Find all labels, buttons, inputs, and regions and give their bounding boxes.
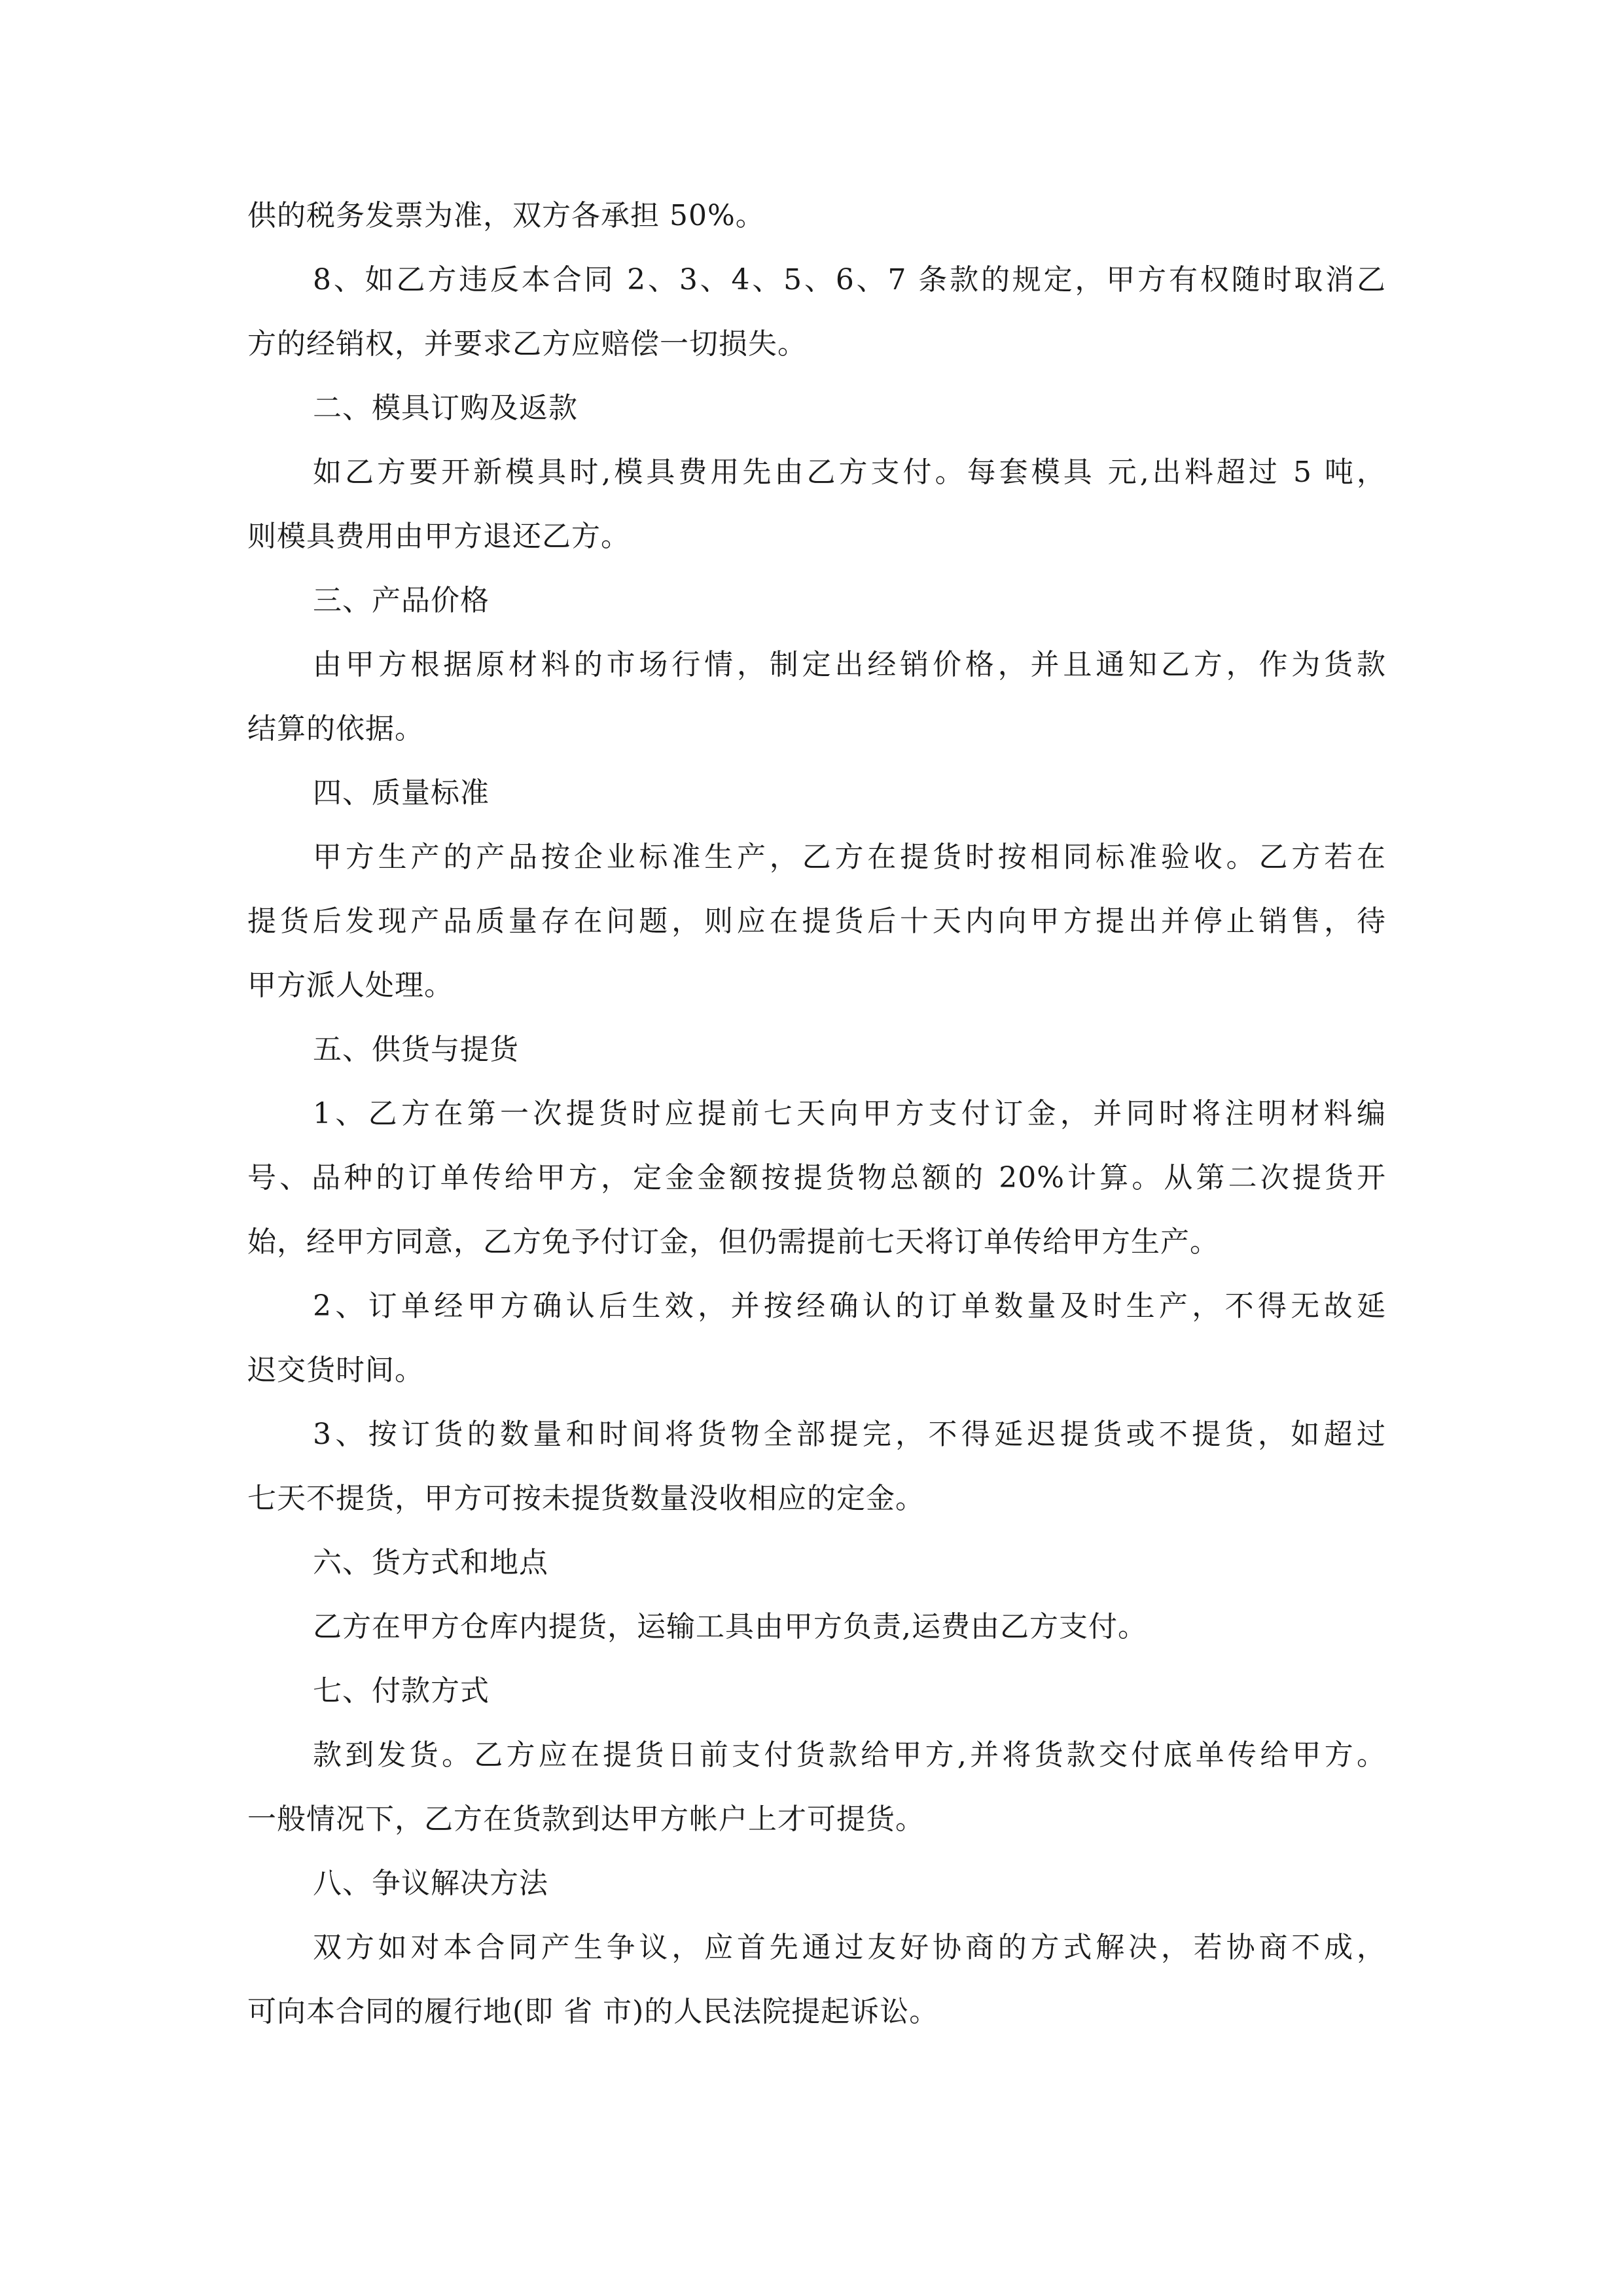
paragraph-line: 号、品种的订单传给甲方，定金金额按提货物总额的 20%计算。从第二次提货开 [247,1161,1386,1194]
paragraph-line: 由甲方根据原材料的市场行情，制定出经销价格，并且通知乙方，作为货款 [313,648,1386,681]
paragraph-line: 始，经甲方同意，乙方免予付订金，但仍需提前七天将订单传给甲方生产。 [247,1225,1219,1259]
paragraph-line: 迟交货时间。 [247,1354,424,1387]
paragraph-line: 甲方生产的产品按企业标准生产，乙方在提货时按相同标准验收。乙方若在 [313,840,1386,874]
paragraph-line: 提货后发现产品质量存在问题，则应在提货后十天内向甲方提出并停止销售，待 [247,905,1386,938]
paragraph-line: 乙方在甲方仓库内提货，运输工具由甲方负责,运费由乙方支付。 [313,1610,1147,1643]
paragraph-line: 供的税务发票为准，双方各承担 50%。 [247,199,765,232]
paragraph-line: 可向本合同的履行地(即 省 市)的人民法院提起诉讼。 [247,1995,939,2028]
paragraph-line: 8、如乙方违反本合同 2、3、4、5、6、7 条款的规定，甲方有权随时取消乙 [313,263,1386,296]
paragraph-line: 双方如对本合同产生争议，应首先通过友好协商的方式解决，若协商不成， [313,1931,1386,1964]
section-heading: 二、模具订购及返款 [313,391,578,425]
section-heading: 八、争议解决方法 [313,1867,548,1900]
paragraph-line: 1、乙方在第一次提货时应提前七天向甲方支付订金，并同时将注明材料编 [313,1097,1386,1130]
paragraph-line: 3、按订货的数量和时间将货物全部提完，不得延迟提货或不提货，如超过 [313,1418,1386,1451]
paragraph-line: 2、订单经甲方确认后生效，并按经确认的订单数量及时生产，不得无故延 [313,1289,1386,1323]
paragraph-line: 款到发货。乙方应在提货日前支付货款给甲方,并将货款交付底单传给甲方。 [313,1738,1386,1772]
section-heading: 七、付款方式 [313,1674,490,1708]
section-heading: 五、供货与提货 [313,1033,519,1066]
paragraph-line: 一般情况下，乙方在货款到达甲方帐户上才可提货。 [247,1803,925,1836]
section-heading: 六、货方式和地点 [313,1546,548,1579]
section-heading: 三、产品价格 [313,584,490,617]
paragraph-line: 甲方派人处理。 [247,969,454,1002]
section-heading: 四、质量标准 [313,776,490,810]
paragraph-line: 结算的依据。 [247,712,424,745]
paragraph-line: 如乙方要开新模具时,模具费用先由乙方支付。每套模具 元,出料超过 5 吨， [313,456,1386,489]
paragraph-line: 方的经销权，并要求乙方应赔偿一切损失。 [247,327,807,361]
paragraph-line: 七天不提货，甲方可按未提货数量没收相应的定金。 [247,1482,925,1515]
paragraph-line: 则模具费用由甲方退还乙方。 [247,520,630,553]
